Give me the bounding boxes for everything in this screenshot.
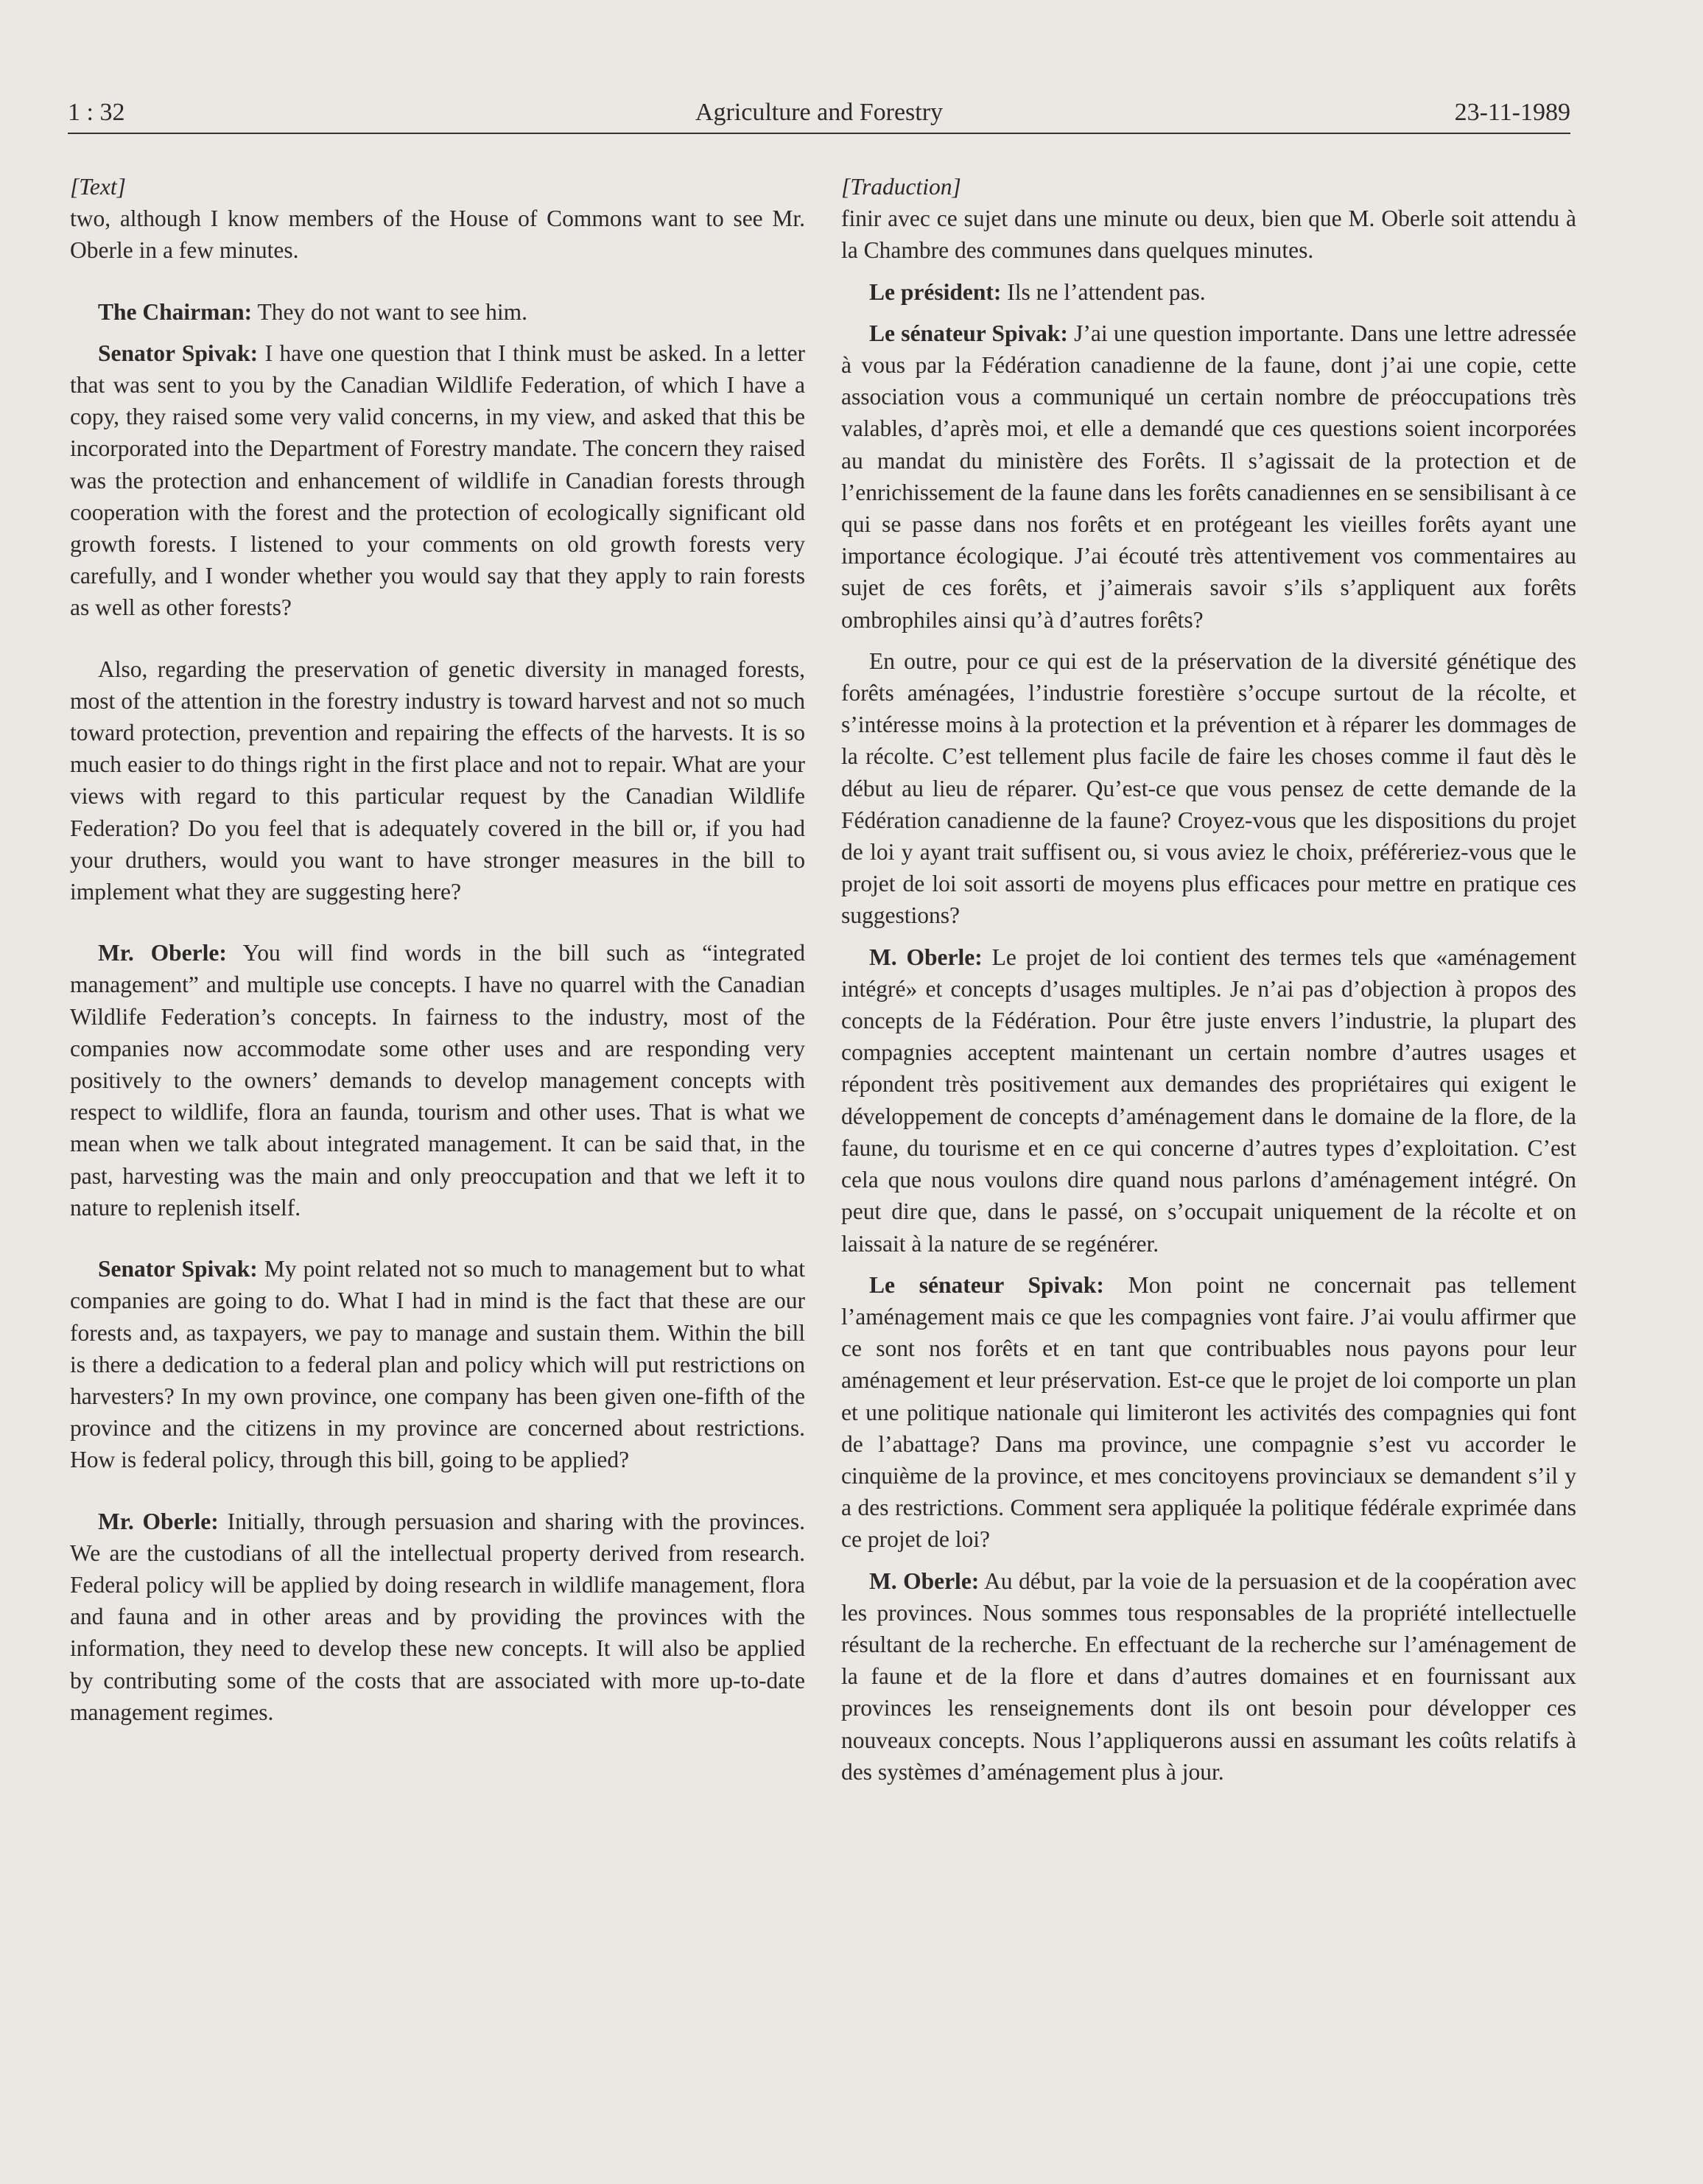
speaker-name: M. Oberle:: [869, 944, 983, 970]
speaker-name: The Chairman:: [98, 298, 253, 325]
paragraph: [841, 317, 1576, 636]
paragraph: [841, 276, 1576, 308]
speaker-name: Le sénateur Spivak:: [869, 320, 1068, 346]
speaker-name: Le président:: [869, 278, 1002, 305]
french-column: [841, 171, 1576, 1788]
paragraph: En outre, pour ce qui est de la préservation de la diversité génétique des forêts aménagées, l’industrie forestière s’occupe surtout de la récolte, et s’intéresse moins à la protection et la prévention et à réparer les dommages de la récolte. C’est tellement plus facile de faire les choses comme il faut dès le début au lieu de réparer. Qu’est-ce que vous pensez de cette demande de la Fédération canadienne de la faune? Croyez-vous que les dispositions du projet de loi y ayant trait suffisent ou, si vous aviez le choix, préféreriez-vous que le projet de loi soit assorti de moyens plus efficaces pour mettre en pratique ces suggestions?: [841, 647, 1576, 929]
running-title: Agriculture and Forestry: [695, 99, 944, 126]
paragraph: [70, 1253, 805, 1475]
speech-text: Le projet de loi contient des termes tels que «aménagement intégré» et concepts d’usages multiples. Je n’ai pas d’objection à propos des concepts de la Fédération. Pour être juste envers l’industrie, la plupart des compagnies acceptent maintenant un certain nombre d’autres usages et répondent très positivement aux demandes des propriétaires qui exigent le développement de concepts d’aménagement dans le domaine de la flore, de la faune, du tourisme et en ce qui concerne d’autres types d’exploitation. C’est cela que nous voulons dire quand nous parlons d’aménagement intégré. On peut dire que, dans le passé, on s’occupait uniquement de la récolte et on laissait à la nature de se regénérer.: [841, 944, 1576, 1257]
speech-text: Initially, through persuasion and sharing with the provinces. We are the custodians of all the intellectual property derived from research. Federal policy will be applied by doing research in wildlife management, flora and fauna and in other areas and by providing the provinces with the information, they need to develop these new concepts. It will also be applied by contributing some of the costs that are associated with more up-to-date management regimes.: [70, 1508, 806, 1725]
speaker-name: Le sénateur Spivak:: [869, 1271, 1104, 1298]
speech-text: You will find words in the bill such as “integrated management” and multiple use concepts. I have no quarrel with the Canadian Wildlife Federation’s concepts. In fairness to the industry, most of the companies now accommodate some other uses and are responding very positively to the owners’ demands to develop management concepts with respect to wildlife, flora an faunda, tourism and other uses. That is what we mean when we talk about integrated management. It can be said that, in the past, harvesting was the main and only preoccupation and that we left it to nature to replenish itself.: [70, 940, 805, 1221]
paragraph: [70, 1506, 805, 1728]
header-date: 23-11-1989: [1454, 99, 1570, 126]
speaker-name: Senator Spivak:: [98, 1256, 258, 1282]
speaker-name: M. Oberle:: [869, 1567, 980, 1594]
page-reference: 1 : 32: [68, 99, 125, 126]
paragraph: finir avec ce sujet dans une minute ou deux, bien que M. Oberle soit attendu à la Chambre des communes dans quelques minutes.: [841, 206, 1576, 264]
speech-text: Au début, par la voie de la persuasion et de la coopération avec les provinces. Nous sommes tous responsables de la propriété intellectuelle résultant de la recherche. En effectuant de la recherche sur l’aménagement de la faune et de la flore et dans d’autres domaines et en fournissant aux provinces les renseignements dont ils ont besoin pour développer ces nouveaux concepts. Nous l’appliquerons aussi en assumant les coûts relatifs à des systèmes d’aménagement plus à jour.: [841, 1567, 1577, 1785]
speech-text: J’ai une question importante. Dans une lettre adressée à vous par la Fédération canadienne de la faune, dont j’ai une copie, cette association vous a communiqué un certain nombre de préoccupations très valables, d’après moi, et elle a demandé que ces questions soient incorporées au mandat du ministère des Forêts. Il s’agissait de la protection et de l’enrichissement de la faune dans les forêts canadiennes en se sensibilisant à ce qui se passe dans nos forêts et en protégeant les vieilles forêts ayant une importance écologique. J’ai écouté très attentivement vos commentaires au sujet de ces forêts, et j’aimerais savoir s’ils s’appliquent aux forêts ombrophiles ainsi qu’à d’autres forêts?: [841, 320, 1576, 633]
paragraph: [841, 1269, 1576, 1556]
paragraph: [841, 941, 1576, 1260]
speech-text: They do not want to see him.: [252, 298, 528, 325]
paragraph: [70, 937, 805, 1223]
paragraph: two, although I know members of the House of Commons want to see Mr. Oberle in a few minutes.: [70, 206, 805, 264]
speaker-name: Mr. Oberle:: [98, 940, 227, 966]
column-label: [Text]: [70, 174, 126, 200]
page-header: [68, 94, 1570, 136]
speaker-name: Mr. Oberle:: [98, 1508, 219, 1534]
speech-text: Mon point ne concernait pas tellement l’aménagement mais ce que les compagnies vont faire. J’ai voulu affirmer que ce sont nos forêts et en tant que contribuables nous payons pour leur aménagement et leur préservation. Est-ce que le projet de loi comporte un plan et une politique nationale qui limiteront les activités des compagnies qui font de l’abattage? Dans ma province, une compagnie s’est vu accorder le cinquième de la province, et mes concitoyens provinciaux se demandent s’il y a des restrictions. Comment sera appliquée la politique fédérale exprimée dans ce projet de loi?: [841, 1271, 1576, 1553]
speaker-name: Senator Spivak:: [98, 340, 259, 366]
paragraph: [70, 337, 805, 624]
speech-text: Ils ne l’attendent pas.: [1001, 278, 1206, 305]
paragraph: [70, 296, 805, 328]
paragraph: [841, 1565, 1576, 1788]
speech-text: I have one question that I think must be asked. In a letter that was sent to you by the Canadian Wildlife Federation, of which I have a copy, they raised some very valid concerns, in my view, and asked that this be incorporated into the Department of Forestry mandate. The concern they raised was the protection and enhancement of wildlife in Canadian forests through cooperation with the forest and the protection of ecologically significant old growth forests. I listened to your comments on old growth forests very carefully, and I wonder whether you would say that they apply to rain forests as well as other forests?: [70, 340, 806, 621]
paragraph: Also, regarding the preservation of genetic diversity in managed forests, most of the attention in the forestry industry is toward harvest and not so much toward protection, prevention and repairing the effects of the harvests. It is so much easier to do things right in the first place and not to repair. What are your views with regard to this particular request by the Canadian Wildlife Federation? Do you feel that is adequately covered in the bill or, if you had your druthers, would you want to have stronger measures in the bill to implement what they are suggesting here?: [70, 656, 805, 905]
column-label: [Traduction]: [841, 174, 961, 200]
header-rule: [68, 133, 1570, 134]
speech-text: My point related not so much to management but to what companies are going to do. What I had in mind is the fact that these are our forests and, as taxpayers, we pay to manage and sustain them. Within the bill is there a dedication to a federal plan and policy which will put restrictions on harvesters? In my own province, one company has been given one-fifth of the province and the citizens in my province are concerned about restrictions. How is federal policy, through this bill, going to be applied?: [70, 1256, 806, 1473]
english-column: [70, 171, 805, 1728]
